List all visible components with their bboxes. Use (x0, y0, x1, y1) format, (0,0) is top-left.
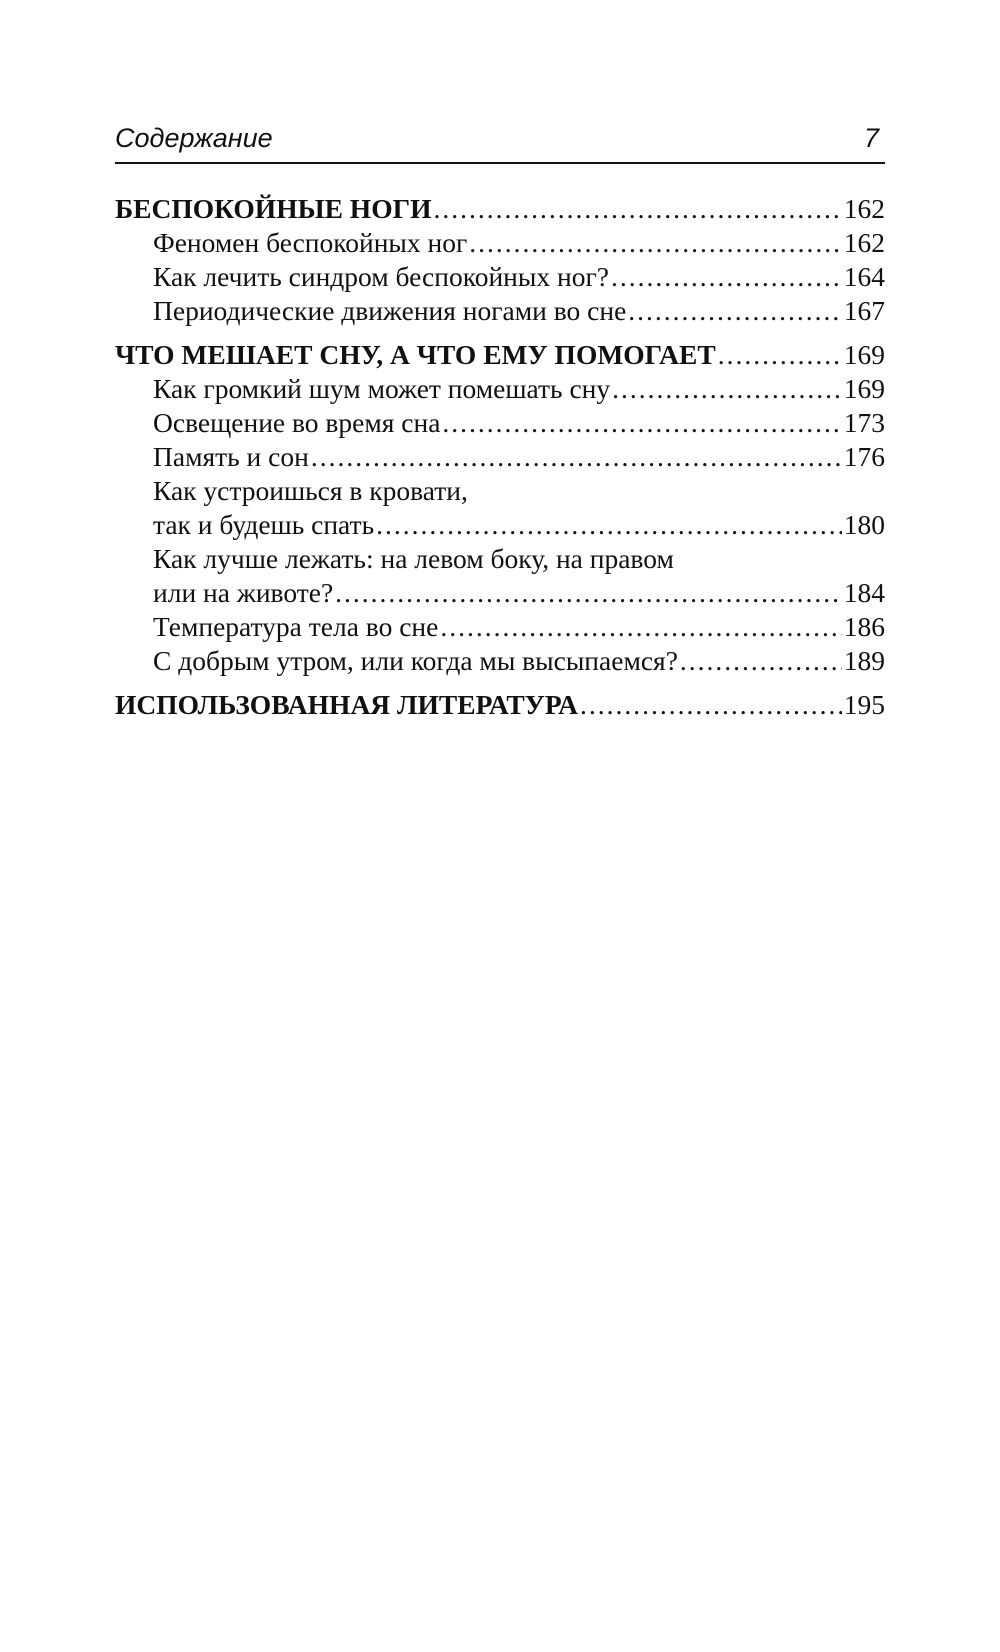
dot-leader (580, 688, 842, 722)
toc-entry-line (115, 260, 885, 294)
toc-entry-page: 169 (843, 339, 885, 370)
toc-section-entry (115, 440, 885, 474)
toc-chapter-entry (115, 192, 885, 226)
toc-section-entry (115, 542, 885, 610)
toc-entry-line (115, 372, 885, 406)
toc-entry-line (115, 688, 885, 722)
toc-entry-title: так и будешь спать (153, 509, 375, 540)
toc-entry-page: 184 (843, 577, 885, 608)
toc-entry-line (115, 576, 885, 610)
toc-entry-line (115, 508, 885, 542)
toc-entry-line (115, 192, 885, 226)
dot-leader (628, 294, 841, 328)
toc-section-entry (115, 644, 885, 678)
toc-entry-page: 162 (843, 227, 885, 258)
dot-leader (680, 644, 842, 678)
dot-leader (612, 372, 842, 406)
toc-entry-title: ЧТО МЕШАЕТ СНУ, А ЧТО ЕМУ ПОМОГАЕТ (115, 339, 716, 370)
dot-leader (718, 338, 842, 372)
toc-entry-title: Периодические движения ногами во сне (153, 295, 627, 326)
toc-entry-first-line: Как устроишься в кровати, (153, 475, 468, 506)
running-header-page-number: 7 (863, 123, 879, 153)
toc-entry-title: Память и сон (153, 441, 309, 472)
toc-entry-page: 167 (843, 295, 885, 326)
toc-section-entry (115, 474, 885, 542)
toc-entry-page: 162 (843, 193, 885, 224)
toc-section-entry (115, 372, 885, 406)
toc-entry-title: Температура тела во сне (153, 611, 439, 642)
dot-leader (469, 226, 841, 260)
toc-entry-page: 173 (843, 407, 885, 438)
toc-section-entry (115, 260, 885, 294)
dot-leader (311, 440, 842, 474)
toc-entry-page: 169 (843, 373, 885, 404)
toc-entry-title: или на животе? (153, 577, 334, 608)
toc-entry-page: 189 (843, 645, 885, 676)
toc-entry-title: БЕСПОКОЙНЫЕ НОГИ (115, 193, 432, 224)
table-of-contents (115, 192, 885, 722)
toc-entry-line (115, 610, 885, 644)
toc-entry-line (115, 406, 885, 440)
toc-entry-page: 176 (843, 441, 885, 472)
toc-entry-page: 164 (843, 261, 885, 292)
running-header-title: Содержание (115, 123, 273, 153)
toc-entry-line (115, 226, 885, 260)
toc-entry-title: Феномен беспокойных ног (153, 227, 468, 258)
toc-entry-line (115, 338, 885, 372)
dot-leader (433, 192, 841, 226)
toc-chapter-entry (115, 338, 885, 372)
dot-leader (376, 508, 842, 542)
toc-section-entry (115, 294, 885, 328)
toc-entry-title: С добрым утром, или когда мы высыпаемся? (153, 645, 678, 676)
toc-entry-title: Освещение во время сна (153, 407, 441, 438)
toc-entry-page: 195 (843, 689, 885, 720)
toc-chapter-entry (115, 688, 885, 722)
toc-entry-line (115, 440, 885, 474)
toc-section-entry (115, 226, 885, 260)
dot-leader (335, 576, 842, 610)
toc-entry-line (115, 644, 885, 678)
toc-entry-title: Как лечить синдром беспокойных ног? (153, 261, 609, 292)
toc-entry-first-line: Как лучше лежать: на левом боку, на правом (153, 543, 674, 574)
dot-leader (611, 260, 842, 294)
toc-entry-title: Как громкий шум может помешать сну (153, 373, 611, 404)
running-header (115, 115, 885, 164)
toc-section-entry (115, 406, 885, 440)
toc-section-entry (115, 610, 885, 644)
dot-leader (440, 610, 841, 644)
toc-entry-page: 186 (843, 611, 885, 642)
dot-leader (442, 406, 841, 440)
toc-entry-title: ИСПОЛЬЗОВАННАЯ ЛИТЕРАТУРА (115, 689, 578, 720)
toc-entry-line (115, 294, 885, 328)
toc-entry-page: 180 (843, 509, 885, 540)
